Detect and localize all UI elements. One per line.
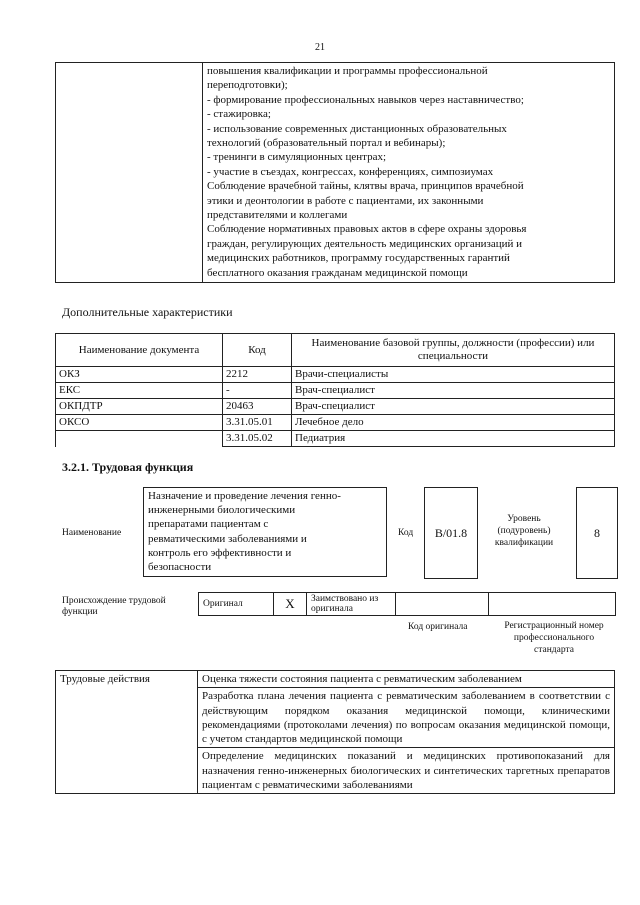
doc-cell: ЕКС	[56, 383, 223, 399]
labor-action-item: Разработка плана лечения пациента с ревматическим заболеванием в соответствии с действующим порядком оказания медицинской помощи, клиническими рекомендациями (протоколами лечения) по вопросам оказания медицинской помощи, с учетом стандартов медицинской помощи	[198, 688, 615, 748]
table-row	[56, 399, 615, 415]
text-line: - стажировка;	[207, 108, 271, 121]
name-line: ревматическими заболеваниями и	[148, 532, 307, 545]
function-code-box: B/01.8	[424, 487, 478, 579]
text-line: граждан, регулирующих деятельность медицинских организаций и	[207, 237, 523, 250]
text-line: технологий (образовательный портал и вебинары);	[207, 137, 446, 150]
continuation-text-cell	[203, 63, 615, 283]
original-label: Оригинал	[199, 593, 274, 616]
header-group: Наименование базовой группы, должности (профессии) или специальности	[292, 334, 615, 367]
doc-cell	[56, 431, 223, 447]
group-cell: Лечебное дело	[292, 415, 615, 431]
origin-label-line: функции	[62, 607, 98, 617]
code-cell: -	[223, 383, 292, 399]
code-label: Код	[398, 528, 414, 538]
table-row	[56, 431, 615, 447]
name-line: безопасности	[148, 561, 212, 574]
level-label	[482, 513, 566, 549]
text-line: Соблюдение нормативных правовых актов в сфере охраны здоровья	[207, 223, 527, 236]
borrowed-label	[307, 593, 396, 616]
text-line: переподготовки);	[207, 79, 288, 92]
table-row	[56, 383, 615, 399]
origin-label-line: Происхождение трудовой	[62, 596, 166, 606]
borrowed-label-line: Заимствовано из	[311, 594, 379, 604]
code-cell: 3.31.05.02	[223, 431, 292, 447]
origin-code-label: Код оригинала	[408, 622, 468, 632]
extra-characteristics-table	[55, 333, 615, 447]
level-label-line: (подуровень)	[497, 526, 551, 536]
labor-action-item: Определение медицинских показаний и медицинских противопоказаний для назначения генно-инженерных биологических и синтетических таргетных препаратов пациентам с ревматическими заболеваниями	[198, 748, 615, 794]
code-cell: 20463	[223, 399, 292, 415]
qualification-level-box: 8	[576, 487, 618, 579]
function-name-box	[143, 487, 387, 577]
doc-cell: ОКПДТР	[56, 399, 223, 415]
table-row	[56, 415, 615, 431]
group-cell: Врачи-специалисты	[292, 367, 615, 383]
name-line: контроль его эффективности и	[148, 546, 292, 559]
extra-characteristics-title: Дополнительные характеристики	[62, 305, 233, 319]
name-line: инженерными биологическими	[148, 504, 296, 517]
doc-cell: ОКСО	[56, 415, 223, 431]
reg-label-line: стандарта	[534, 645, 574, 655]
text-line: Соблюдение врачебной тайны, клятвы врача, принципов врачебной	[207, 180, 524, 193]
reg-label-line: Регистрационный номер	[504, 621, 604, 631]
reg-number-cell	[489, 593, 616, 616]
header-document: Наименование документа	[56, 334, 223, 367]
continuation-table	[55, 62, 615, 283]
name-line: препаратами пациентам с	[148, 518, 269, 531]
page-number: 21	[315, 42, 325, 53]
labor-function-title: 3.2.1. Трудовая функция	[62, 460, 194, 474]
origin-label	[62, 596, 166, 618]
text-line: - тренинги в симуляционных центрах;	[207, 151, 387, 164]
text-line: представителями и коллегами	[207, 209, 348, 222]
text-line: медицинских работников, программу государственных гарантий	[207, 252, 510, 265]
reg-number-label	[492, 620, 616, 656]
text-line: повышения квалификации и программы профессиональной	[207, 65, 488, 77]
level-label-line: Уровень	[507, 514, 541, 524]
name-label: Наименование	[62, 528, 122, 538]
level-label-line: квалификации	[494, 538, 554, 548]
header-code: Код	[223, 334, 292, 367]
original-mark: X	[274, 593, 307, 616]
continuation-left-cell	[56, 63, 203, 283]
name-line: Назначение и проведение лечения генно-	[148, 490, 341, 502]
group-cell: Врач-специалист	[292, 399, 615, 415]
text-line: - участие в съездах, конгрессах, конференциях, симпозиумах	[207, 165, 494, 178]
group-cell: Педиатрия	[292, 431, 615, 447]
text-line: - формирование профессиональных навыков через наставничество;	[207, 93, 524, 106]
code-cell: 2212	[223, 367, 292, 383]
text-line: бесплатного оказания гражданам медицинской помощи	[207, 266, 468, 279]
origin-table	[198, 592, 616, 616]
text-line: - использование современных дистанционных образовательных	[207, 122, 507, 135]
doc-cell: ОКЗ	[56, 367, 223, 383]
code-cell: 3.31.05.01	[223, 415, 292, 431]
labor-actions-label: Трудовые действия	[56, 671, 198, 794]
reg-label-line: профессионального	[513, 633, 595, 643]
origin-code-cell	[396, 593, 489, 616]
table-row	[56, 671, 615, 688]
labor-action-item: Оценка тяжести состояния пациента с ревматическим заболеванием	[198, 671, 615, 688]
borrowed-label-line: оригинала	[311, 604, 353, 614]
text-line: этики и деонтологии в работе с пациентами, их законными	[207, 194, 484, 207]
table-row	[56, 367, 615, 383]
group-cell: Врач-специалист	[292, 383, 615, 399]
labor-actions-table	[55, 670, 615, 794]
